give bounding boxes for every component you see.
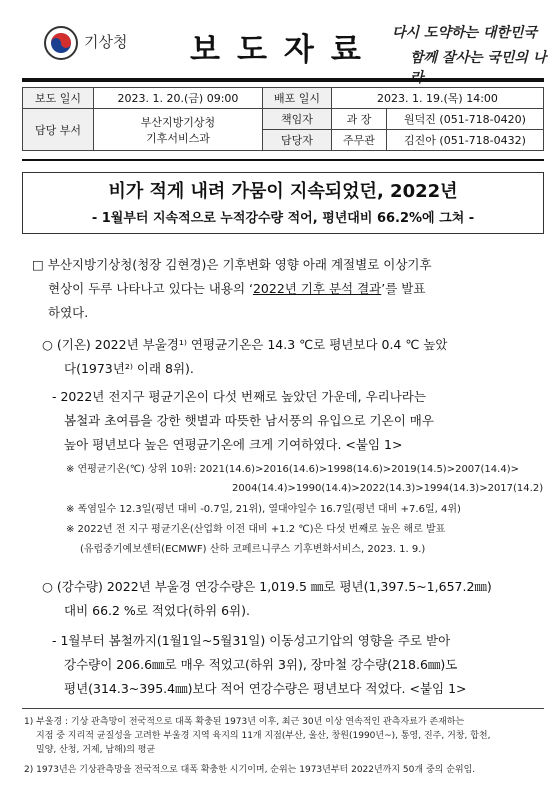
report-date-label: 보도 일시 xyxy=(23,88,94,109)
temp-detail3: 높아 평년보다 높은 연평균기온에 크게 기여하였다. <붙임 1> xyxy=(64,437,403,452)
note-heatwave: ※ 폭염일수 12.3일(평년 대비 -0.7일, 21위), 열대야일수 16.7일(평년 대비 +7.6일, 4위) xyxy=(66,504,461,515)
rain-detail1: - 1월부터 봄철까지(1월1일~5월31일) 이동성고기압의 영향을 주로 받아 xyxy=(52,633,451,648)
kma-emblem-icon xyxy=(44,26,78,60)
resp-name: 원덕진 (051-718-0420) xyxy=(387,109,544,130)
staff-title: 주무관 xyxy=(332,130,387,151)
slogan-line2: 함께 잘사는 국민의 나 xyxy=(410,50,547,66)
temp-line2: 다(1973년²⁾ 이래 8위). xyxy=(64,361,194,376)
dist-date-label: 배포 일시 xyxy=(263,88,332,109)
note-global-b: (유럽중기예보센터(ECMWF) 산하 코페르니쿠스 기후변화서비스, 2023. 1. 9.) xyxy=(80,544,426,555)
temp-detail1: - 2022년 전지구 평균기온이 다섯 번째로 높았던 가운데, 우리나라는 xyxy=(52,389,426,404)
dept-name xyxy=(94,109,263,151)
footnote2: 2) 1973년은 기상관측망을 전국적으로 대폭 확충한 시기이며, 순위는 1973년부터 2022년까지 50개 중의 순위임. xyxy=(24,765,476,775)
rain-detail2: 강수량이 206.6㎜로 매우 적었고(하위 3위), 장마철 강수량(218.6㎜)도 xyxy=(64,657,458,672)
note-top10-a: ※ 연평균기온(℃) 상위 10위: 2021(14.6)>2016(14.6)>1998(14.6)>2019(14.5)>2007(14.4)> xyxy=(66,464,519,475)
rain-line1: ○ (강수량) 2022년 부울경 연강수량은 1,019.5 ㎜로 평년(1,397.5~1,657.2㎜) xyxy=(42,579,492,594)
footnote1-a: 1) 부울경 : 기상 관측망이 전국적으로 대폭 확충된 1973년 이후, 최근 30년 이상 연속적인 관측자료가 존재하는 xyxy=(24,717,465,727)
headline-main: 비가 적게 내려 가뭄이 지속되었던, 2022년 xyxy=(108,181,458,202)
note-global-a: ※ 2022년 전 지구 평균기온(산업화 이전 대비 +1.2 ℃)은 다섯 번째로 높은 해로 발표 xyxy=(66,524,446,535)
footnote-divider xyxy=(22,708,544,709)
page-title: 보도자료 xyxy=(190,32,378,68)
temp-line1: ○ (기온) 2022년 부울경¹⁾ 연평균기온은 14.3 ℃로 평년보다 0.4 ℃ 높았 xyxy=(42,337,448,352)
org-logo xyxy=(44,22,154,62)
intro-line1: □ 부산지방기상청(청장 김현경)은 기후변화 영향 아래 계절별로 이상기후 xyxy=(32,257,432,272)
info-table xyxy=(22,87,544,151)
header-divider xyxy=(22,78,544,82)
footnote1-c: 밀양, 산청, 거제, 남해)의 평균 xyxy=(36,745,156,755)
dist-date: 2023. 1. 19.(목) 14:00 xyxy=(332,88,544,109)
intro-text-c: ’를 발표 xyxy=(381,281,426,296)
report-date: 2023. 1. 20.(금) 09:00 xyxy=(94,88,263,109)
temp-detail2: 봄철과 초여름을 강한 햇볕과 따뜻한 남서풍의 유입으로 기온이 매우 xyxy=(64,413,434,428)
rain-line2: 대비 66.2 %로 적었다(하위 6위). xyxy=(64,603,250,618)
intro-line2 xyxy=(48,278,425,300)
dept-line2: 기후서비스과 xyxy=(146,131,210,145)
staff-label: 담당자 xyxy=(263,130,332,151)
headline-box xyxy=(22,172,544,234)
intro-text-a: 현상이 두루 나타나고 있다는 내용의 ‘ xyxy=(48,281,253,296)
staff-name: 김진아 (051-718-0432) xyxy=(387,130,544,151)
slogan-line1: 다시 도약하는 대한민국 xyxy=(392,25,537,41)
dept-line1: 부산지방기상청 xyxy=(140,115,216,129)
rain-detail3: 평년(314.3~395.4㎜)보다 적어 연강수량은 평년보다 적었다. <붙임 1> xyxy=(64,681,467,696)
footnote1-b: 지점 중 지리적 균질성을 고려한 부울경 지역 육지의 11개 지점(부산, 울산, 창원(1990년~), 통영, 진주, 거창, 합천, xyxy=(36,731,491,741)
report-title-link: 2022년 기후 분석 결과 xyxy=(252,281,382,296)
org-name: 기상청 xyxy=(84,33,128,51)
table-divider xyxy=(22,159,544,161)
dept-label: 담당 부서 xyxy=(23,109,94,151)
resp-label: 책임자 xyxy=(263,109,332,130)
resp-title: 과 장 xyxy=(332,109,387,130)
headline-sub: - 1월부터 지속적으로 누적강수량 적어, 평년대비 66.2%에 그쳐 - xyxy=(91,211,475,226)
intro-line3: 하였다. xyxy=(48,305,89,320)
note-top10-b: 2004(14.4)>1990(14.4)>2022(14.3)>1994(14.3)>2017(14.2) xyxy=(232,483,544,494)
